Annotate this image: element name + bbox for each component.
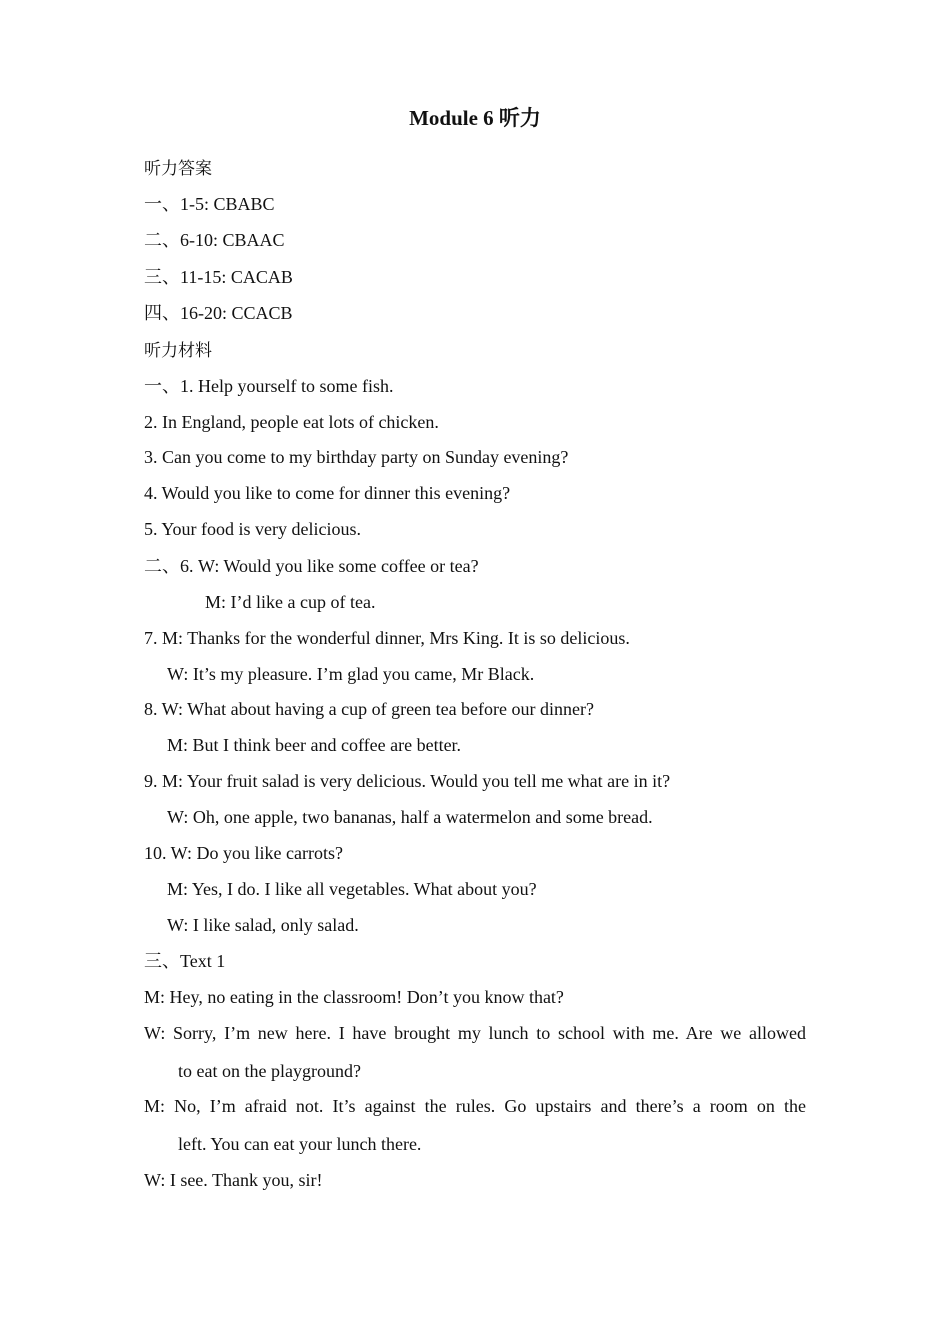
dialogue-line: 10. W: Do you like carrots? [144, 843, 343, 863]
material-heading: 听力材料 [144, 341, 212, 361]
dialogue-line: 二、6. W: Would you like some coffee or tea? [144, 556, 479, 576]
text-label: 三、Text 1 [144, 951, 226, 971]
dialogue-line: M: But I think beer and coffee are better. [167, 735, 462, 755]
material-line: 5. Your food is very delicious. [144, 519, 361, 539]
material-line: 一、1. Help yourself to some fish. [144, 376, 394, 396]
dialogue-line: 9. M: Your fruit salad is very delicious. Would you tell me what are in it? [144, 771, 671, 791]
answer-line: 二、6-10: CBAAC [144, 230, 285, 250]
material-line: 2. In England, people eat lots of chicken. [144, 412, 439, 432]
dialogue-line: W: I see. Thank you, sir! [144, 1170, 323, 1190]
dialogue-line: W: Sorry, I’m new here. I have brought my lunch to school with me. Are we allowed [144, 1023, 806, 1043]
dialogue-line: W: Oh, one apple, two bananas, half a watermelon and some bread. [167, 807, 653, 827]
material-line: 4. Would you like to come for dinner this evening? [144, 483, 511, 503]
answer-line: 四、16-20: CCACB [144, 303, 293, 323]
dialogue-line: M: No, I’m afraid not. It’s against the rules. Go upstairs and there’s a room on the [144, 1096, 806, 1116]
dialogue-line: W: I like salad, only salad. [167, 915, 359, 935]
answer-line: 三、11-15: CACAB [144, 267, 293, 287]
dialogue-line: W: It’s my pleasure. I’m glad you came, Mr Black. [167, 664, 535, 684]
dialogue-line: left. You can eat your lunch there. [178, 1134, 422, 1154]
dialogue-line: to eat on the playground? [178, 1061, 361, 1081]
dialogue-line: M: Yes, I do. I like all vegetables. What about you? [167, 879, 537, 899]
material-line: 3. Can you come to my birthday party on Sunday evening? [144, 447, 569, 467]
dialogue-line: 8. W: What about having a cup of green tea before our dinner? [144, 699, 594, 719]
dialogue-line: M: I’d like a cup of tea. [205, 592, 376, 612]
page-title: Module 6 听力 [409, 106, 541, 130]
dialogue-line: 7. M: Thanks for the wonderful dinner, Mrs King. It is so delicious. [144, 628, 630, 648]
dialogue-line: M: Hey, no eating in the classroom! Don’t you know that? [144, 987, 564, 1007]
answers-heading: 听力答案 [144, 159, 212, 179]
answer-line: 一、1-5: CBABC [144, 194, 275, 214]
